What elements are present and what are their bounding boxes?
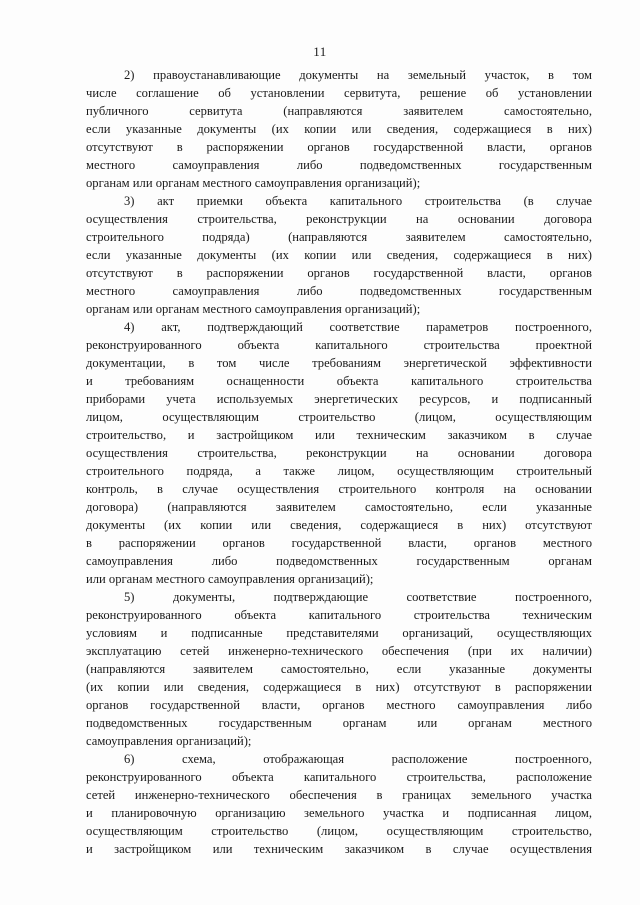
text-line: осуществления строительства, реконструкции на основании договора bbox=[86, 212, 592, 226]
text-line: и требованиям оснащенности объекта капитального строительства bbox=[86, 374, 592, 388]
text-line: самоуправления организаций); bbox=[86, 734, 252, 748]
text-line: осуществляющим строительство (лицом, осуществляющим строительство, bbox=[86, 824, 592, 838]
paragraph-item-3 bbox=[86, 192, 592, 318]
text-line: условиям и подписанные представителями организаций, осуществляющих bbox=[86, 626, 592, 640]
text-line: если указанные документы (их копии или сведения, содержащиеся в них) bbox=[86, 122, 592, 136]
text-line: 5) документы, подтверждающие соответствие построенного, bbox=[124, 590, 592, 604]
text-line: (направляются заявителем самостоятельно, если указанные документы bbox=[86, 662, 592, 676]
text-line: местного самоуправления либо подведомственных государственным bbox=[86, 284, 592, 298]
text-line: строительного подряда) (направляются заявителем самостоятельно, bbox=[86, 230, 592, 244]
text-line: 3) акт приемки объекта капитального строительства (в случае bbox=[124, 194, 592, 208]
text-line: осуществления строительства, реконструкции на основании договора bbox=[86, 446, 592, 460]
text-line: местного самоуправления либо подведомственных государственным bbox=[86, 158, 592, 172]
text-line: если указанные документы (их копии или сведения, содержащиеся в них) bbox=[86, 248, 592, 262]
text-line: приборами учета используемых энергетических ресурсов, и подписанный bbox=[86, 392, 592, 406]
text-line: договора) (направляются заявителем самостоятельно, если указанные bbox=[86, 500, 592, 514]
text-line: отсутствуют в распоряжении органов государственной власти, органов bbox=[86, 266, 592, 280]
text-line: или органам местного самоуправления организаций); bbox=[86, 572, 374, 586]
text-line: в распоряжении органов государственной власти, органов местного bbox=[86, 536, 592, 550]
text-line: публичного сервитута (направляются заявителем самостоятельно, bbox=[86, 104, 592, 118]
text-line: строительного подряда, а также лицом, осуществляющим строительный bbox=[86, 464, 592, 478]
text-line: лицом, осуществляющим строительство (лицом, осуществляющим bbox=[86, 410, 592, 424]
paragraph-item-5 bbox=[86, 588, 592, 750]
text-line: документы (их копии или сведения, содержащиеся в них) отсутствуют bbox=[86, 518, 592, 532]
text-line: числе соглашение об установлении сервитута, решение об установлении bbox=[86, 86, 592, 100]
text-line: реконструированного объекта капитального строительства проектной bbox=[86, 338, 592, 352]
text-line: отсутствуют в распоряжении органов государственной власти, органов bbox=[86, 140, 592, 154]
paragraph-item-6 bbox=[86, 750, 592, 858]
text-line: 2) правоустанавливающие документы на земельный участок, в том bbox=[124, 68, 592, 82]
text-line: контроль, в случае осуществления строительного контроля на основании bbox=[86, 482, 592, 496]
text-line: органам или органам местного самоуправления организаций); bbox=[86, 302, 421, 316]
text-line: реконструированного объекта капитального строительства, расположение bbox=[86, 770, 592, 784]
text-line: реконструированного объекта капитального строительства техническим bbox=[86, 608, 592, 622]
paragraph-item-2 bbox=[86, 66, 592, 192]
text-line: эксплуатацию сетей инженерно-технического обеспечения (при их наличии) bbox=[86, 644, 592, 658]
document-body bbox=[86, 66, 592, 858]
text-line: и планировочную организацию земельного участка и подписанная лицом, bbox=[86, 806, 592, 820]
text-line: органам или органам местного самоуправления организаций); bbox=[86, 176, 421, 190]
text-line: 4) акт, подтверждающий соответствие параметров построенного, bbox=[124, 320, 592, 334]
text-line: документации, в том числе требованиям энергетической эффективности bbox=[86, 356, 592, 370]
paragraph-item-4 bbox=[86, 318, 592, 588]
page-number: 11 bbox=[313, 44, 327, 59]
text-line: сетей инженерно-технического обеспечения в границах земельного участка bbox=[86, 788, 592, 802]
text-line: самоуправления либо подведомственных государственным органам bbox=[86, 554, 592, 568]
text-line: строительство, и застройщиком или техническим заказчиком в случае bbox=[86, 428, 592, 442]
text-line: и застройщиком или техническим заказчиком в случае осуществления bbox=[86, 842, 592, 856]
text-line: (их копии или сведения, содержащиеся в них) отсутствуют в распоряжении bbox=[86, 680, 592, 694]
text-line: подведомственных государственным органам или органам местного bbox=[86, 716, 592, 730]
text-line: 6) схема, отображающая расположение построенного, bbox=[124, 752, 592, 766]
text-line: органов государственной власти, органов местного самоуправления либо bbox=[86, 698, 592, 712]
